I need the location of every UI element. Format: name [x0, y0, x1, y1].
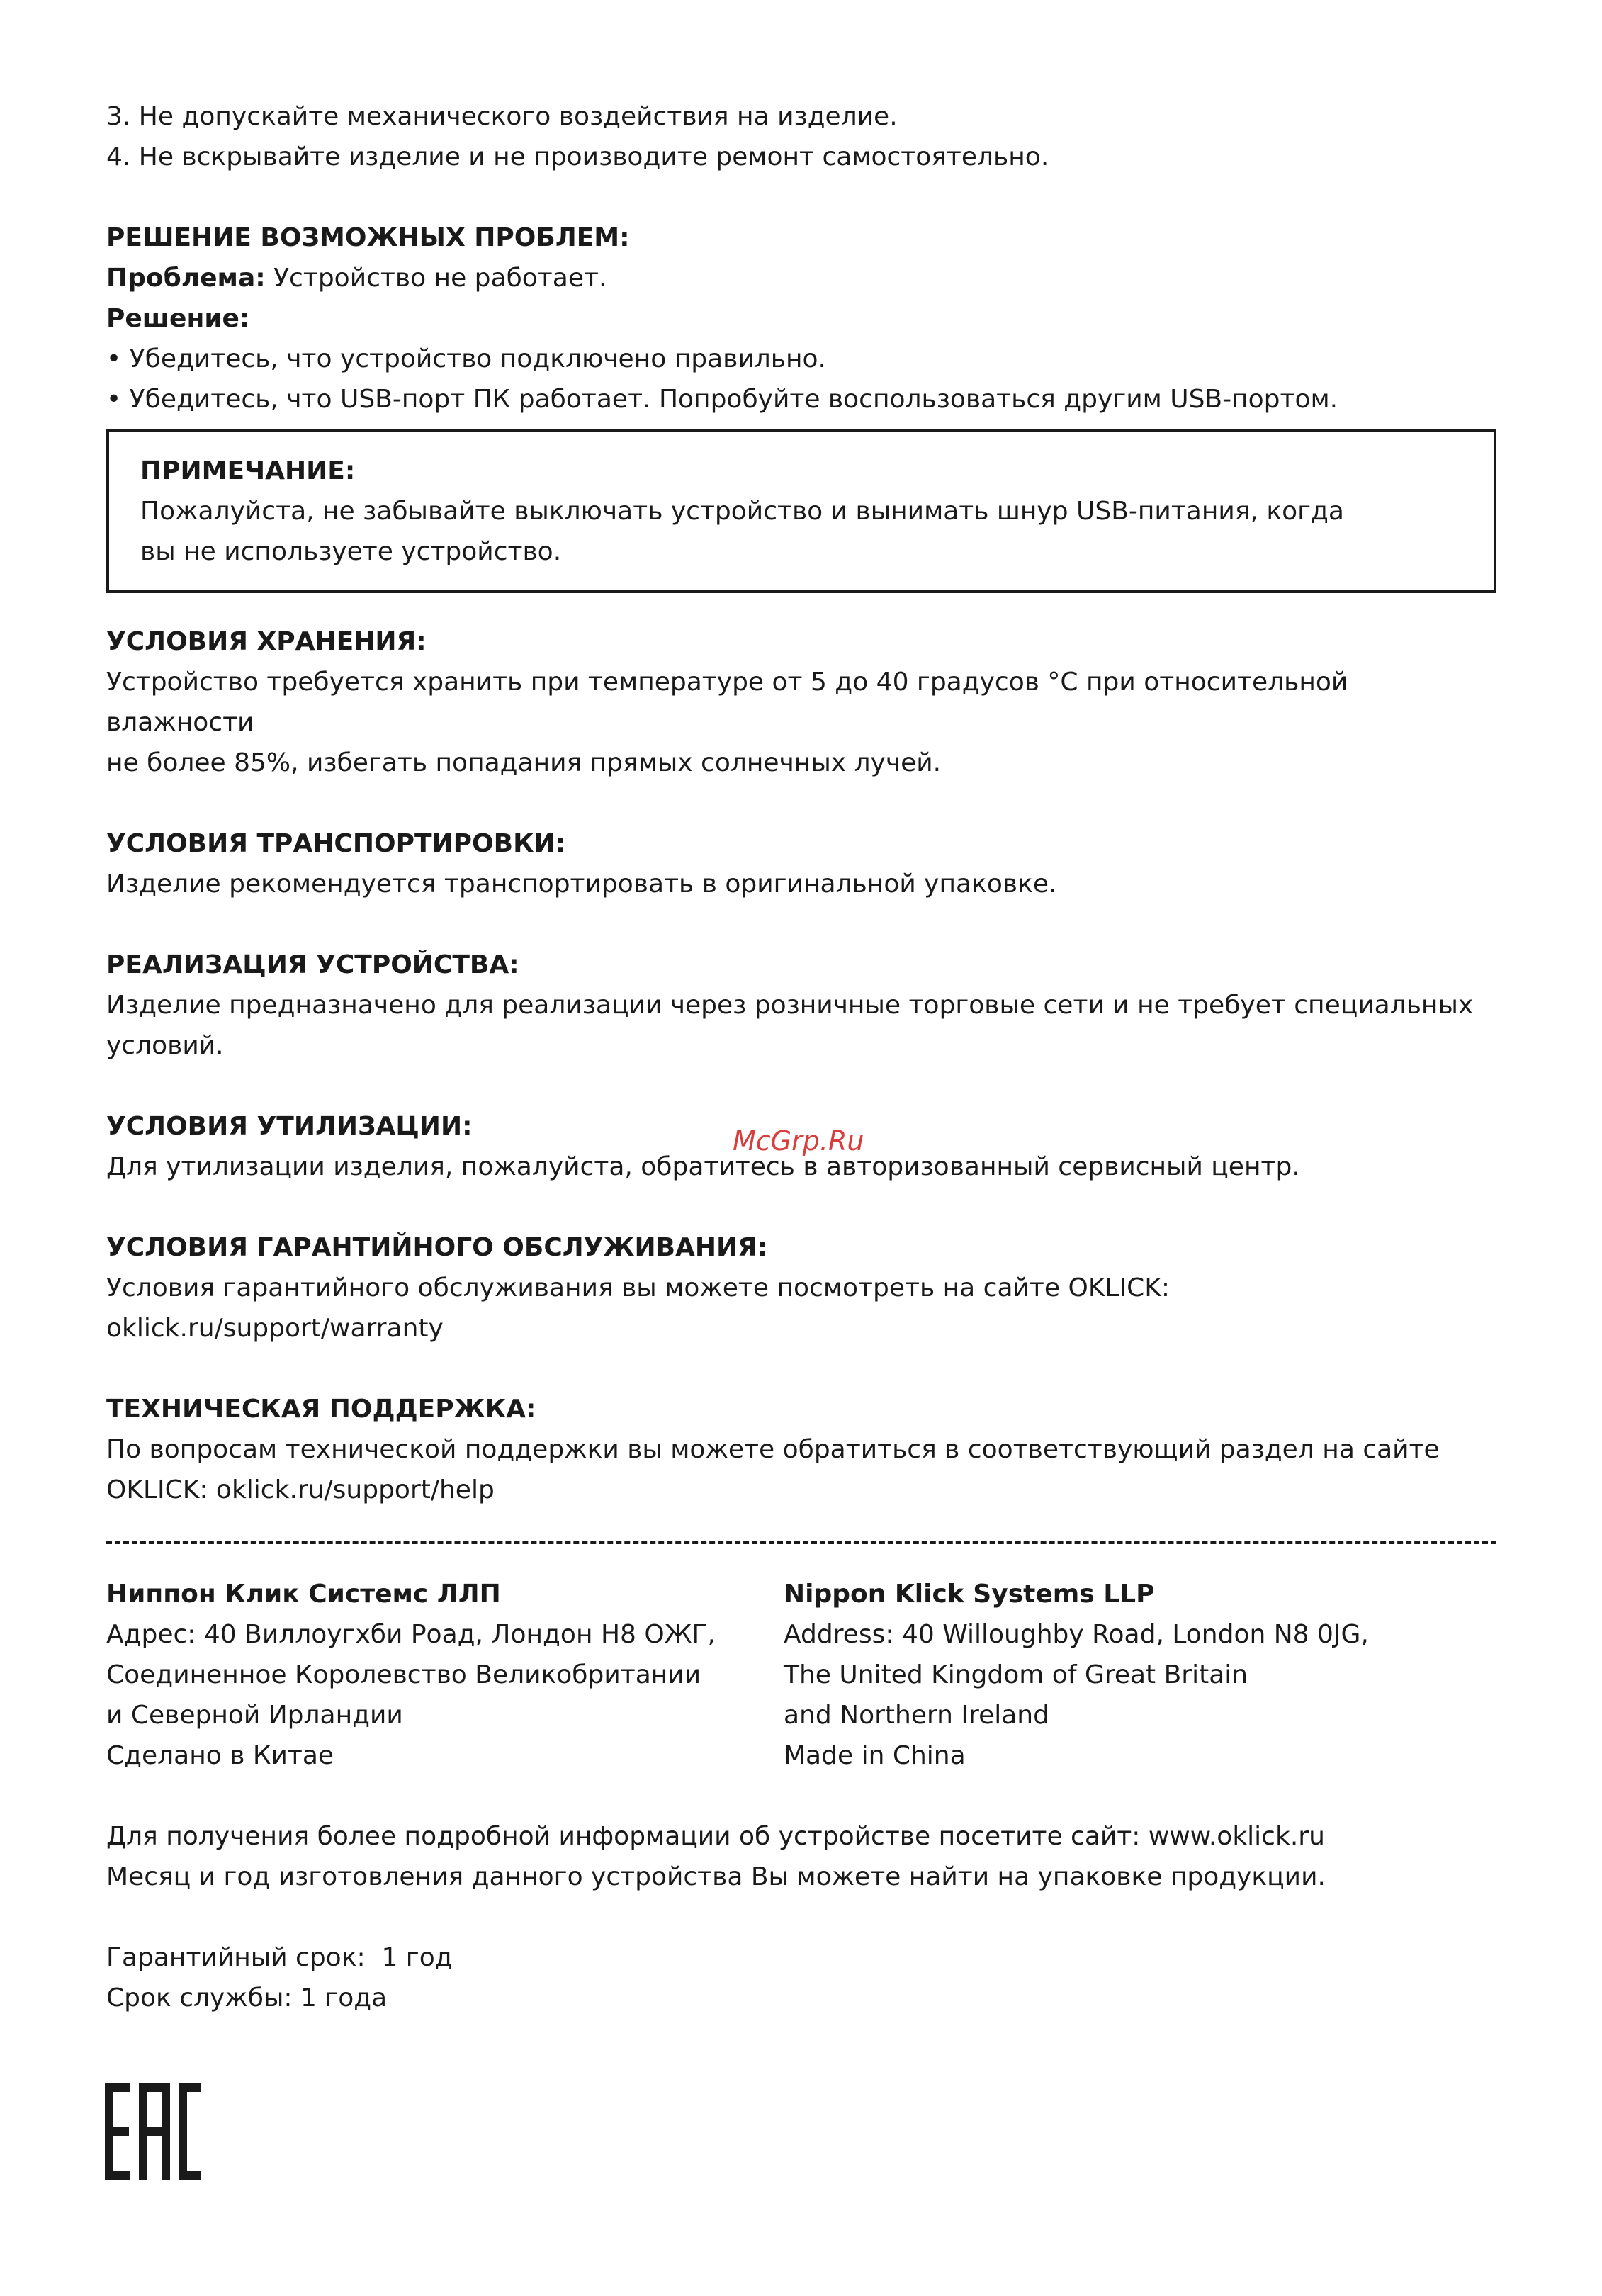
storage-line: Устройство требуется хранить при температуре от 5 до 40 градусов °С при относительной влажности	[106, 668, 1348, 737]
warranty-heading: УСЛОВИЯ ГАРАНТИЙНОГО ОБСЛУЖИВАНИЯ:	[106, 1233, 768, 1262]
solution-bullet: • Убедитесь, что устройство подключено правильно.	[106, 344, 826, 373]
address-en-line: The United Kingdom of Great Britain	[784, 1660, 1248, 1689]
warranty-term: Гарантийный срок: 1 год	[106, 1943, 453, 1972]
company-name-ru: Ниппон Клик Системс ЛЛП	[106, 1580, 501, 1609]
info-line: Для получения более подробной информации об устройстве посетите сайт: www.oklick.ru	[106, 1822, 1325, 1851]
support-heading: ТЕХНИЧЕСКАЯ ПОДДЕРЖКА:	[106, 1395, 536, 1424]
address-en-line: Address: 40 Willoughby Road, London N8 0JG,	[784, 1620, 1369, 1649]
problem-line	[106, 258, 1496, 298]
address-ru-line: и Северной Ирландии	[106, 1701, 403, 1730]
watermark-text: McGrp.Ru	[733, 1125, 864, 1157]
warranty-line: Условия гарантийного обслуживания вы можете посмотреть на сайте OKLICK:	[106, 1273, 1170, 1302]
sale-line: условий.	[106, 1031, 224, 1060]
problem-label: Проблема:	[106, 264, 266, 293]
service-life: Срок службы: 1 года	[106, 1983, 388, 2013]
address-ru	[106, 1574, 784, 1776]
address-en-line: and Northern Ireland	[784, 1701, 1049, 1730]
support-line: OKLICK: oklick.ru/support/help	[106, 1475, 495, 1504]
dashed-divider	[106, 1541, 1496, 1544]
transport-heading: УСЛОВИЯ ТРАНСПОРТИРОВКИ:	[106, 829, 566, 858]
eac-mark-icon	[105, 2083, 201, 2180]
solution-bullet: • Убедитесь, что USB-порт ПК работает. Попробуйте воспользоваться другим USB-портом.	[106, 385, 1338, 414]
problem-text: Устройство не работает.	[265, 264, 607, 293]
note-line: Пожалуйста, не забывайте выключать устройство и вынимать шнур USB-питания, когда	[140, 497, 1344, 526]
intro-line-3: 3. Не допускайте механического воздействия на изделие.	[106, 102, 898, 131]
disposal-line: Для утилизации изделия, пожалуйста, обратитесь в авторизованный сервисный центр.	[106, 1152, 1300, 1181]
document-body	[106, 96, 1496, 2018]
address-en	[784, 1574, 1369, 1776]
info-line: Месяц и год изготовления данного устройства Вы можете найти на упаковке продукции.	[106, 1862, 1326, 1891]
storage-line: не более 85%, избегать попадания прямых солнечных лучей.	[106, 748, 942, 777]
company-name-en: Nippon Klick Systems LLP	[784, 1580, 1155, 1609]
disposal-heading: УСЛОВИЯ УТИЛИЗАЦИИ:	[106, 1112, 473, 1141]
intro-line-4: 4. Не вскрывайте изделие и не производите ремонт самостоятельно.	[106, 142, 1049, 171]
support-line: По вопросам технической поддержки вы можете обратиться в соответствующий раздел на сайте	[106, 1435, 1440, 1464]
address-ru-line: Соединенное Королевство Великобритании	[106, 1660, 701, 1689]
troubleshooting-heading: РЕШЕНИЕ ВОЗМОЖНЫХ ПРОБЛЕМ:	[106, 223, 630, 252]
address-block	[106, 1574, 1496, 1776]
transport-line: Изделие рекомендуется транспортировать в оригинальной упаковке.	[106, 870, 1057, 899]
address-ru-line: Сделано в Китае	[106, 1741, 334, 1770]
warranty-link[interactable]: oklick.ru/support/warranty	[106, 1314, 444, 1343]
sale-line: Изделие предназначено для реализации через розничные торговые сети и не требует специальных	[106, 991, 1474, 1020]
address-en-line: Made in China	[784, 1741, 966, 1770]
note-heading: ПРИМЕЧАНИЕ:	[140, 456, 356, 485]
note-box	[106, 429, 1496, 593]
solution-label: Решение:	[106, 304, 250, 333]
sale-heading: РЕАЛИЗАЦИЯ УСТРОЙСТВА:	[106, 950, 519, 979]
storage-heading: УСЛОВИЯ ХРАНЕНИЯ:	[106, 627, 427, 656]
note-line: вы не используете устройство.	[140, 537, 562, 566]
address-ru-line: Адрес: 40 Виллоугхби Роад, Лондон Н8 ОЖГ,	[106, 1620, 716, 1649]
